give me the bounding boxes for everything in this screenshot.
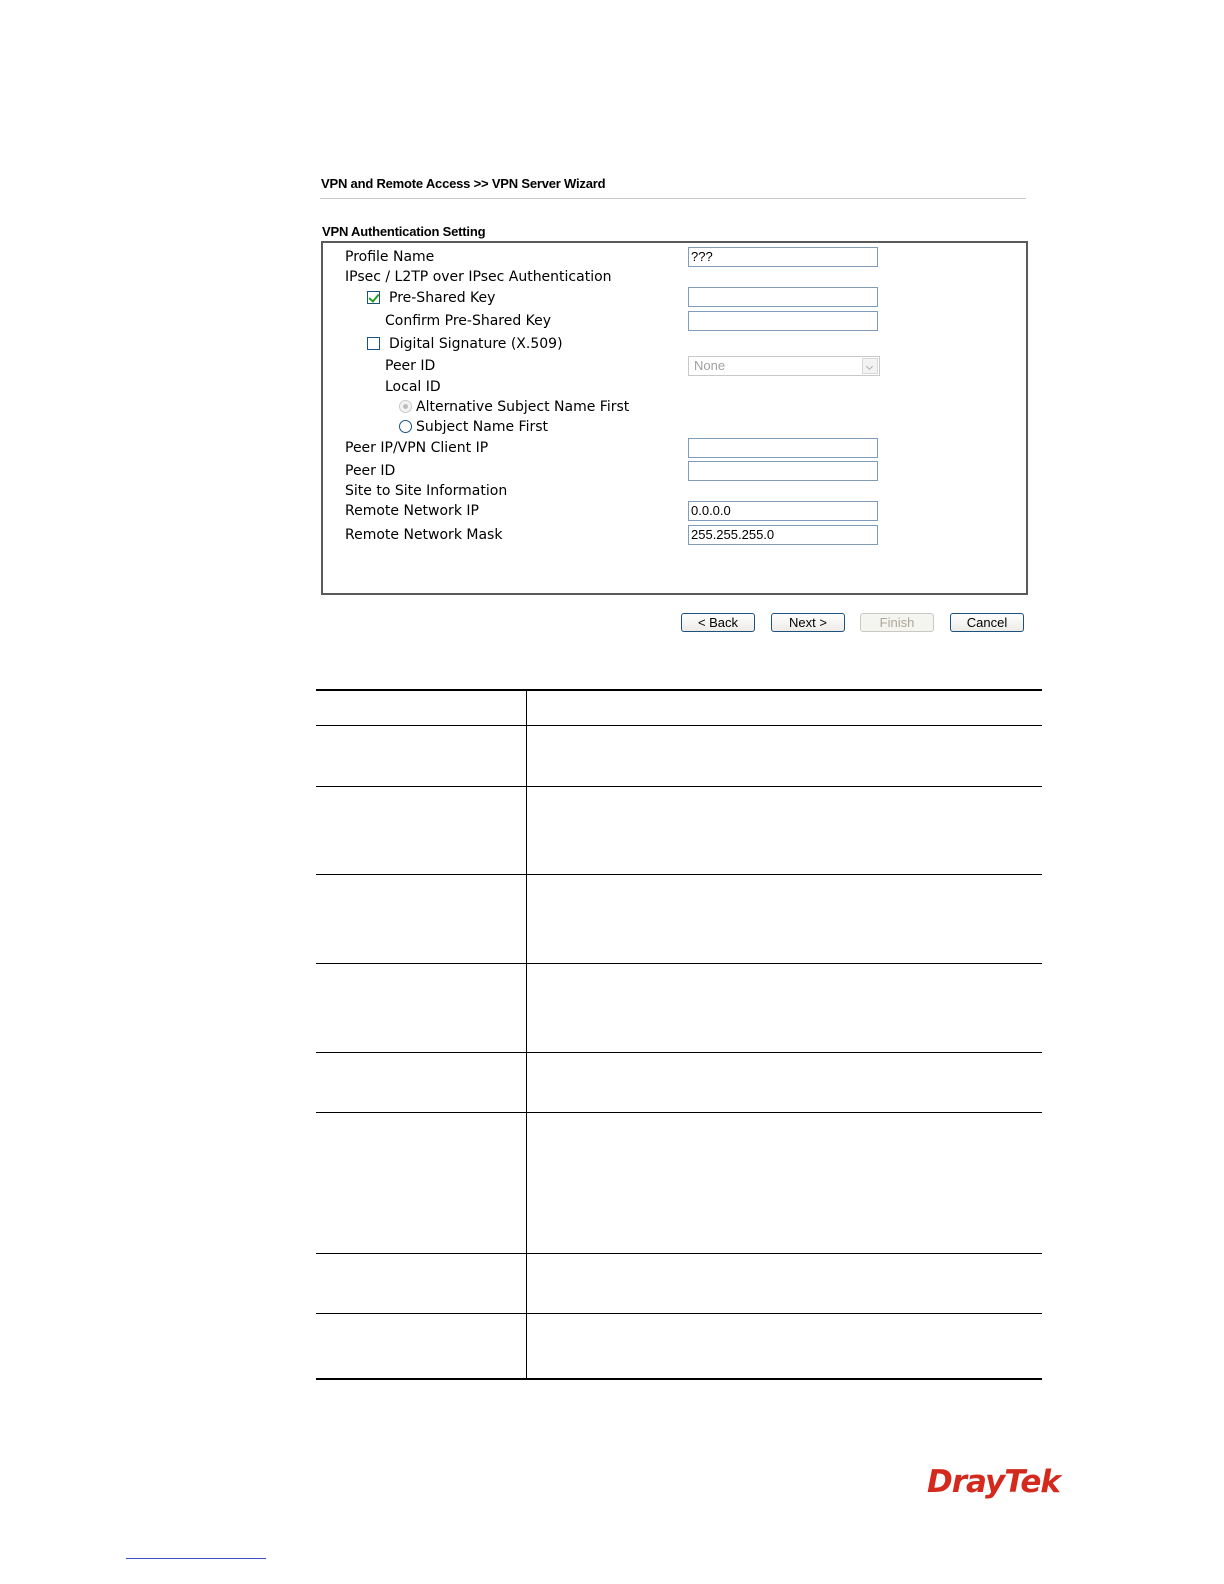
table-column-divider xyxy=(526,690,527,1380)
footer-link-line xyxy=(126,1558,266,1559)
remote-network-ip-label: Remote Network IP xyxy=(345,503,479,519)
digital-signature-label: Digital Signature (X.509) xyxy=(389,336,563,352)
table-border-bottom xyxy=(316,1378,1042,1380)
profile-name-input[interactable]: ??? xyxy=(688,247,878,267)
pre-shared-key-input[interactable] xyxy=(688,287,878,307)
table-row-divider xyxy=(316,1253,1042,1254)
table-row-divider xyxy=(316,725,1042,726)
table-row-divider xyxy=(316,1052,1042,1053)
peer-id-label: Peer ID xyxy=(345,463,396,479)
breadcrumb: VPN and Remote Access >> VPN Server Wizard xyxy=(321,176,606,191)
cancel-button[interactable]: Cancel xyxy=(950,613,1024,632)
table-row-divider xyxy=(316,874,1042,875)
site-to-site-label: Site to Site Information xyxy=(345,483,508,499)
section-title: VPN Authentication Setting xyxy=(322,224,486,239)
finish-button[interactable]: Finish xyxy=(860,613,934,632)
digital-signature-checkbox[interactable] xyxy=(367,337,380,350)
profile-name-label: Profile Name xyxy=(345,249,435,265)
peer-ip-label: Peer IP/VPN Client IP xyxy=(345,440,489,456)
ipsec-auth-label: IPsec / L2TP over IPsec Authentication xyxy=(345,269,612,285)
alt-subject-first-label: Alternative Subject Name First xyxy=(416,399,630,415)
table-row-divider xyxy=(316,786,1042,787)
pre-shared-key-checkbox[interactable] xyxy=(367,291,380,304)
remote-network-mask-input[interactable]: 255.255.255.0 xyxy=(688,525,878,545)
local-id-label: Local ID xyxy=(385,379,441,395)
back-button[interactable]: < Back xyxy=(681,613,755,632)
chevron-down-icon xyxy=(862,358,878,374)
remote-network-ip-input[interactable]: 0.0.0.0 xyxy=(688,501,878,521)
remote-network-mask-label: Remote Network Mask xyxy=(345,527,503,543)
title-divider xyxy=(320,198,1026,199)
table-border-top xyxy=(316,689,1042,691)
table-row-divider xyxy=(316,1112,1042,1113)
peer-id-select[interactable] xyxy=(688,356,880,376)
confirm-psk-label: Confirm Pre-Shared Key xyxy=(385,313,552,329)
subject-first-label: Subject Name First xyxy=(416,419,549,435)
confirm-psk-input[interactable] xyxy=(688,311,878,331)
subject-first-radio[interactable] xyxy=(399,420,412,433)
table-row-divider xyxy=(316,963,1042,964)
peer-id-input[interactable] xyxy=(688,461,878,481)
next-button[interactable]: Next > xyxy=(771,613,845,632)
peer-id-select-value: None xyxy=(694,358,726,373)
alt-subject-first-radio[interactable] xyxy=(399,400,412,413)
draytek-logo: DrayTek xyxy=(927,1464,1060,1500)
peer-id-select-label: Peer ID xyxy=(385,358,436,374)
table-row-divider xyxy=(316,1313,1042,1314)
pre-shared-key-label: Pre-Shared Key xyxy=(389,290,496,306)
peer-ip-input[interactable] xyxy=(688,438,878,458)
